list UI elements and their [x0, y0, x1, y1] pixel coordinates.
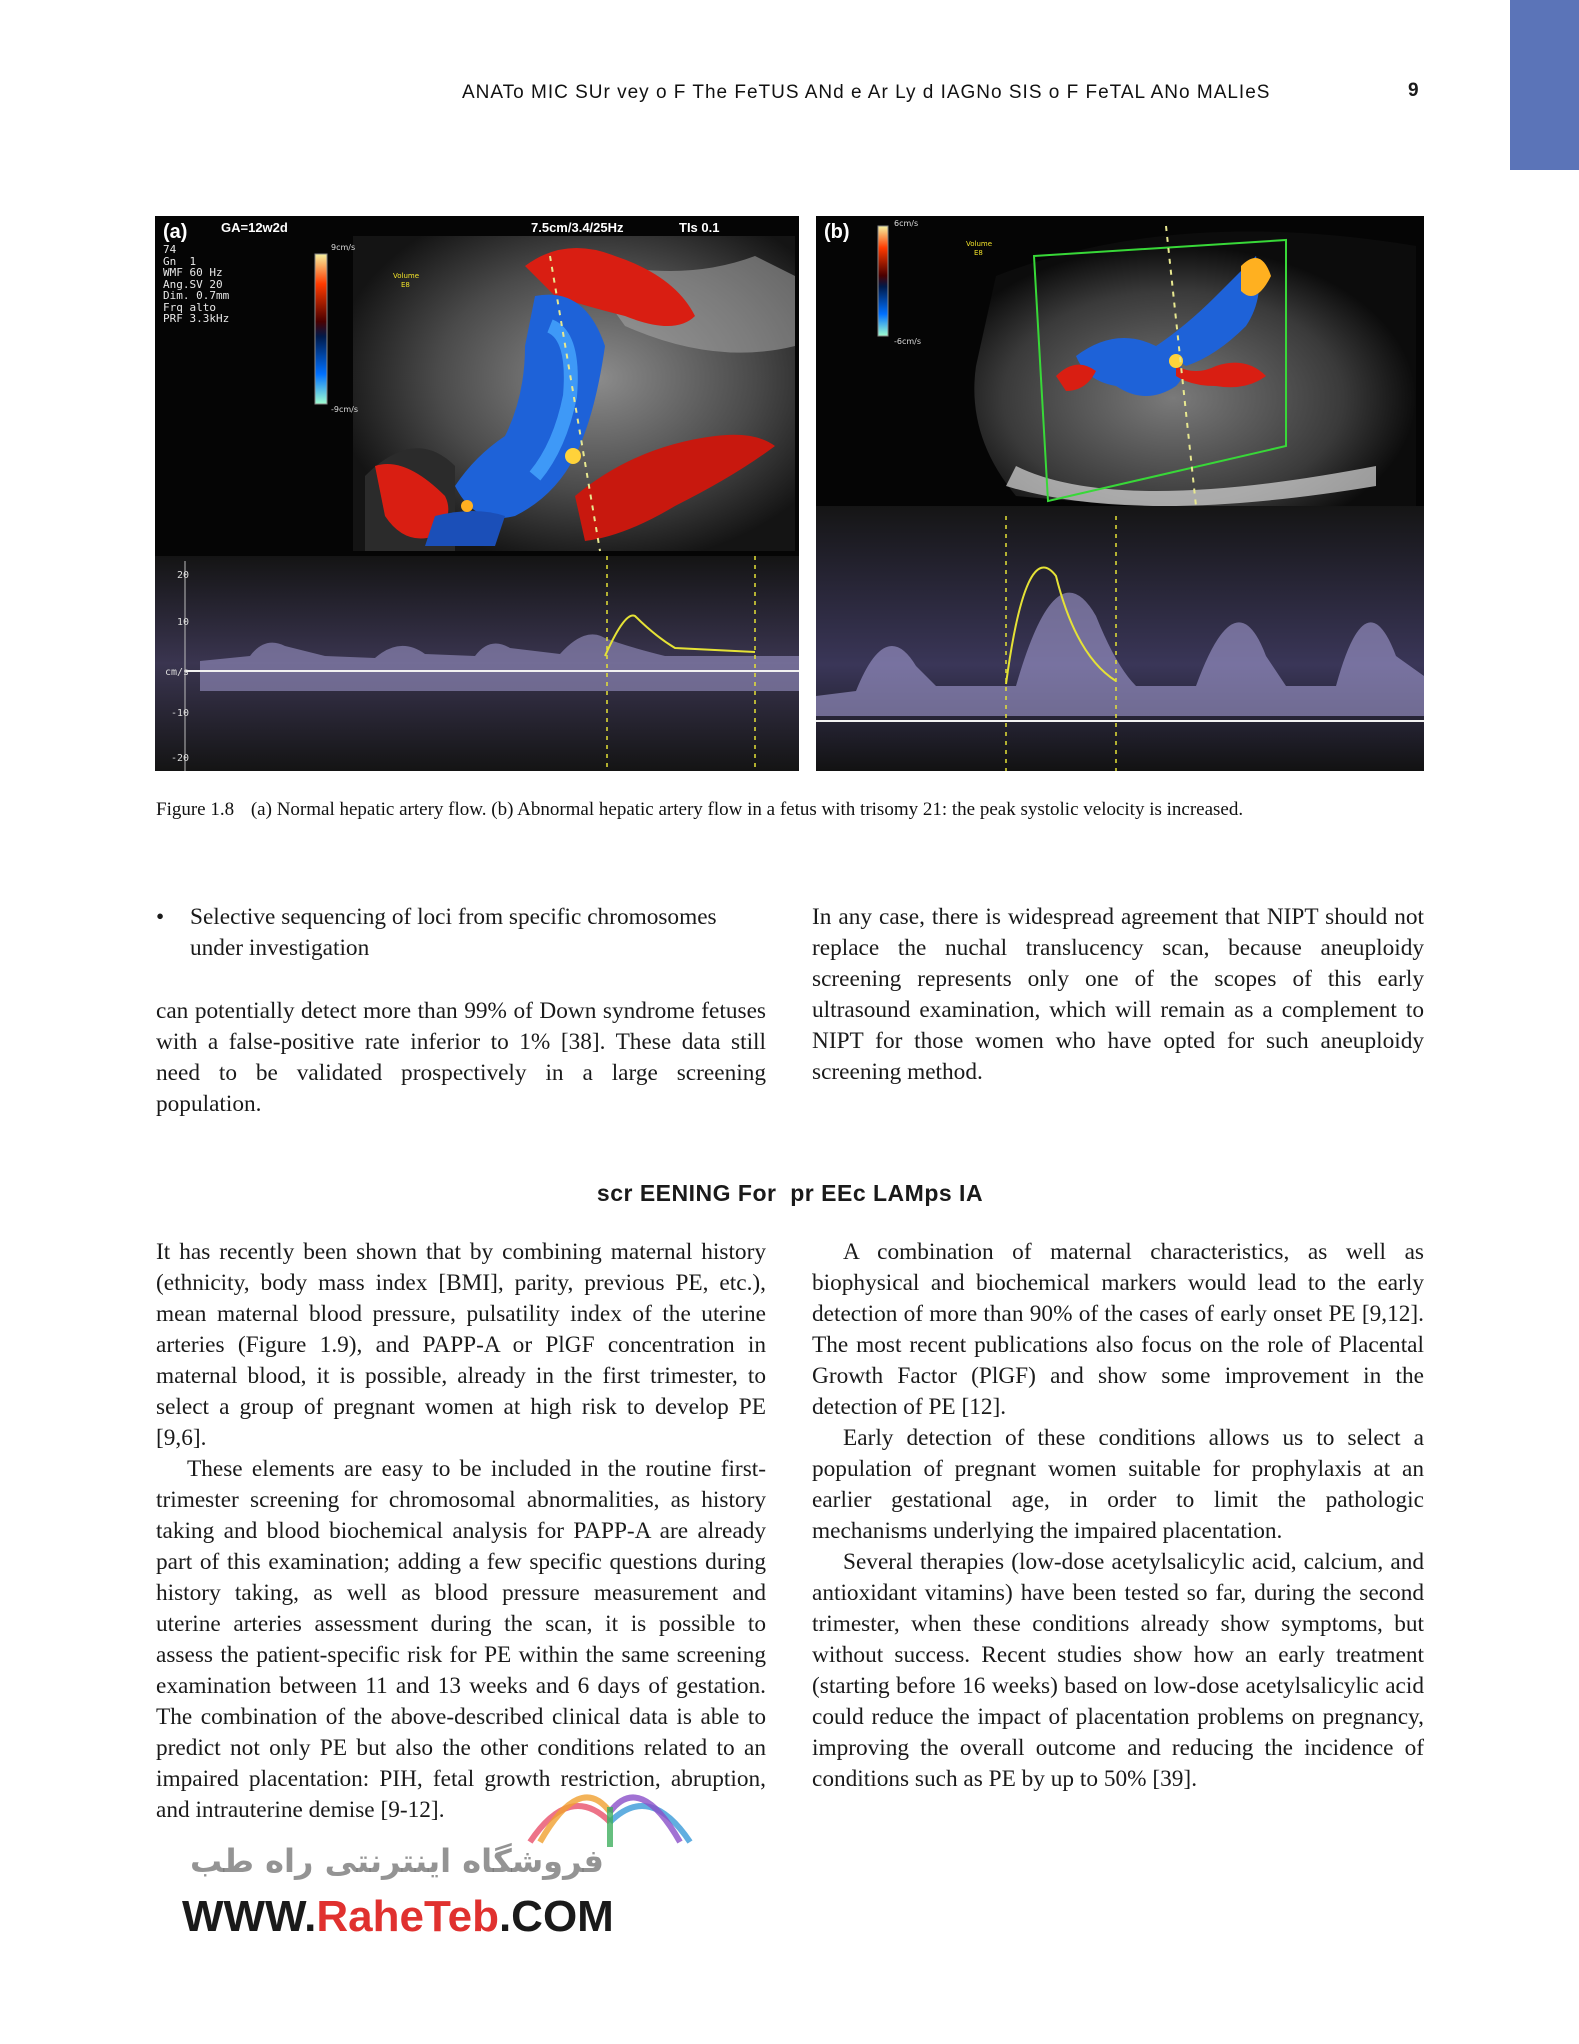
lower-right-column: [812, 1237, 1424, 1795]
scan-setting: Frq alto: [163, 300, 216, 314]
panel-b-label: (b): [824, 221, 850, 243]
doppler-tick-label: 20: [177, 570, 190, 581]
paragraph: Early detection of these conditions allows us to select a population of pregnant women suitable for prophylaxis at an earlier gestational age, in order to limit the pathologic mechanisms underlying the impaired placentation.: [812, 1425, 1424, 1544]
paragraph: can potentially detect more than 99% of Down syndrome fetuses with a false-positive rate inferior to 1% [38]. These data still need to be validated prospectively in a large screening population.: [156, 998, 766, 1117]
doppler-image-a: [155, 216, 799, 771]
paragraph: In any case, there is widespread agreement that NIPT should not replace the nuchal translucency scan, because aneuploidy screening represents only one of the scopes of this early ultrasound examination, which will remain as a complement to NIPT for those women who have opted for such aneuploidy screening method.: [812, 904, 1424, 1085]
volume-value: E8: [401, 281, 410, 289]
url-suffix: .COM: [498, 1892, 614, 1941]
upper-left-column: [156, 902, 766, 1120]
paragraph: Several therapies (low-dose acetylsalicylic acid, calcium, and antioxidant vitamins) have been tested so far, during the second trimester, when these conditions already show symptoms, but without success. Recent studies show how an early treatment (starting before 16 weeks) based on low-dose acetylsalicylic acid could reduce the impact of placentation problems on pregnancy, improving the overall outcome and reducing the incidence of conditions such as PE by up to 50% [39].: [812, 1549, 1424, 1792]
chapter-tab: [1510, 0, 1579, 170]
bullet-text: Selective sequencing of loci from specific chromosomes under investigation: [190, 904, 717, 961]
paragraph: A combination of maternal characteristics, as well as biophysical and biochemical markers would lead to the early detection of more than 90% of the cases of early onset PE [9,12]. The most recent publications also focus on the role of Placental Growth Factor (PlGF) and show some improvement in the detection of PE [12].: [812, 1239, 1424, 1420]
doppler-tick-label: 10: [177, 617, 190, 628]
scan-setting: Ang.SV 20: [163, 277, 223, 291]
ultrasound-panel-a: [155, 216, 799, 771]
lower-left-column: [156, 1237, 766, 1826]
doppler-tick-label: cm/s: [165, 667, 190, 678]
volume-value: E8: [974, 249, 983, 257]
tis-readout: TIs 0.1: [679, 220, 720, 235]
section-heading: scr EENING For pr EEc LAMps IA: [596, 1180, 984, 1206]
caption-text: (a) Normal hepatic artery flow. (b) Abnormal hepatic artery flow in a fetus with trisomy 21: the peak systolic velocity is increased.: [250, 799, 1244, 820]
scale-bottom-label: -6cm/s: [894, 337, 922, 346]
list-item: [156, 902, 766, 964]
doppler-image-b: [816, 216, 1424, 771]
bullet-icon: •: [156, 904, 165, 930]
scale-top-label: 9cm/s: [331, 243, 356, 252]
figure-label: Figure 1.8: [156, 799, 235, 820]
running-head: ANATo MIC SUr vey o F The FeTUS ANd e Ar Ly d IAGNo SIS o F FeTAL ANo MALIeS: [462, 82, 1271, 103]
doppler-tick-label: -20: [171, 753, 190, 764]
book-logo-icon: [510, 1752, 710, 1852]
url-brand: RaheTeb: [316, 1892, 499, 1941]
doppler-tick-label: -10: [171, 708, 190, 719]
paragraph: It has recently been shown that by combining maternal history (ethnicity, body mass index [BMI], parity, previous PE, etc.), mean maternal blood pressure, pulsatility index of the uterine arteries (Figure 1.9), and PAPP-A or PlGF concentration in maternal blood, it is possible, already in the first trimester, to select a group of pregnant women at high risk to develop PE [9,6].: [156, 1239, 766, 1451]
scan-setting: WMF 60 Hz: [163, 266, 223, 279]
figure-caption: [156, 796, 1424, 823]
scale-top-label: 6cm/s: [894, 219, 919, 228]
scan-settings-list: [163, 244, 229, 325]
scale-bottom-label: -9cm/s: [331, 405, 359, 414]
ultrasound-panel-b: [816, 216, 1424, 771]
volume-label: Volume: [393, 272, 420, 280]
watermark-url: [182, 1892, 614, 1942]
settings-readout: 7.5cm/3.4/25Hz: [531, 220, 624, 235]
url-prefix: WWW.: [182, 1892, 317, 1941]
volume-label: Volume: [966, 240, 993, 248]
paragraph: These elements are easy to be included in the routine first-trimester screening for chromosomal abnormalities, as history taking and blood biochemical analysis for PAPP-A are already part of this examination; adding a few specific questions during history taking, as well as blood pressure measurement and uterine arteries assessment during the scan, it is possible to assess the patient-specific risk for PE within the same screening examination between 11 and 13 weeks and 6 days of gestation. The combination of the above-described clinical data is able to predict not only PE but also the other conditions related to an impaired placentation: PIH, fetal growth restriction, abruption, and intrauterine demise [9-12].: [156, 1456, 766, 1823]
scan-setting: 74: [163, 243, 177, 256]
watermark-arabic: فروشگاه اینترنتی راه طب: [190, 1842, 604, 1880]
watermark: [180, 1752, 680, 1952]
upper-right-column: [812, 902, 1424, 1088]
page-number: 9: [1408, 80, 1419, 101]
scan-setting: PRF 3.3kHz: [163, 312, 230, 325]
panel-a-label: (a): [163, 221, 188, 243]
scan-setting: Gn 1: [163, 254, 197, 268]
scan-setting: Dim. 0.7mm: [163, 289, 230, 302]
ga-readout: GA=12w2d: [221, 220, 288, 235]
